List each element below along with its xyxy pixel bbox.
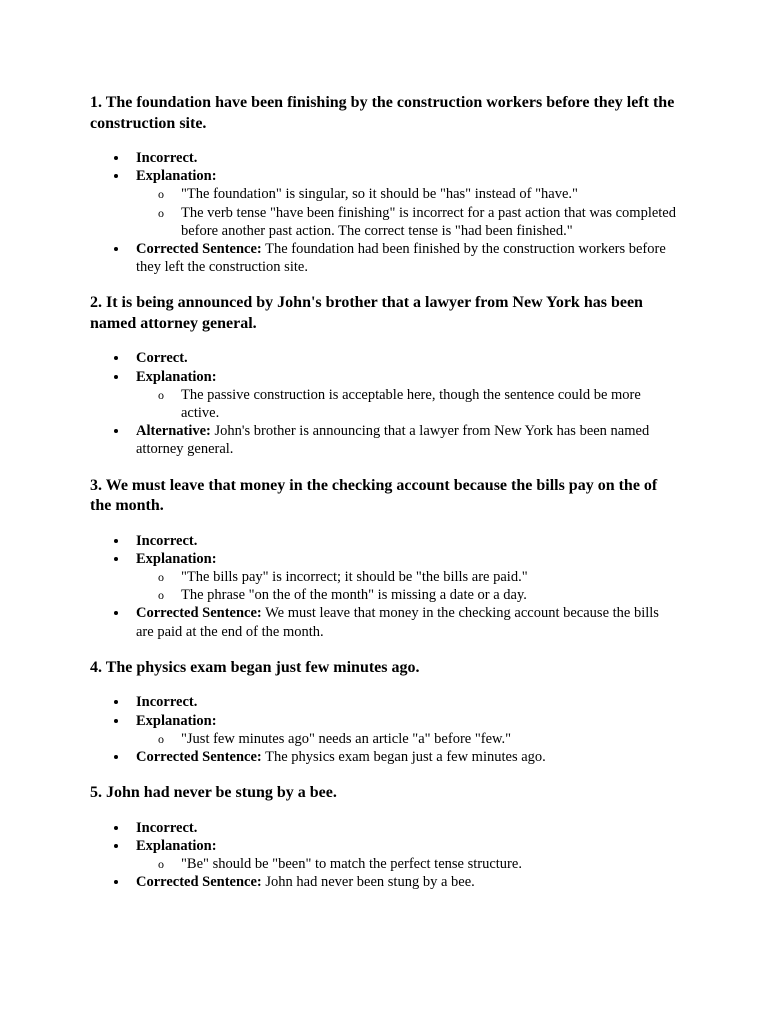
corrected-label: Corrected Sentence: — [136, 241, 262, 258]
explanation-list — [136, 855, 678, 873]
explanation-item — [90, 167, 678, 240]
explanation-item — [90, 550, 678, 605]
answer-list — [90, 349, 678, 458]
verdict: Correct. — [136, 350, 188, 367]
question-4 — [90, 658, 678, 766]
verdict-item — [90, 149, 678, 167]
corrected-item — [90, 604, 678, 640]
explanation-item — [90, 712, 678, 748]
verdict: Incorrect. — [136, 694, 198, 711]
corrected-item — [90, 748, 678, 766]
question-title: 4. The physics exam began just few minutes ago. — [90, 658, 420, 676]
corrected-label: Corrected Sentence: — [136, 874, 262, 891]
verdict-item — [90, 532, 678, 550]
explanation-list — [136, 185, 678, 240]
question-1 — [90, 93, 678, 276]
alternative-label: Alternative: — [136, 423, 211, 440]
verdict-item — [90, 349, 678, 367]
question-title: 3. We must leave that money in the checking account because the bills pay on the of the month. — [90, 476, 658, 515]
alternative-item — [90, 422, 678, 458]
question-2 — [90, 293, 678, 458]
explanation-label: Explanation: — [136, 837, 217, 854]
corrected-item — [90, 240, 678, 276]
question-title: 2. It is being announced by John's brother that a lawyer from New York has been named attorney general. — [90, 294, 643, 332]
explanation-label: Explanation: — [136, 712, 217, 729]
answer-list — [90, 532, 678, 641]
corrected-label: Corrected Sentence: — [136, 605, 262, 622]
explanation-point: o The verb tense "have been finishing" is incorrect for a past action that was completed before another past action. The correct tense is "had been finished." — [136, 204, 678, 240]
explanation-point: o "The bills pay" is incorrect; it should be "the bills are paid." — [136, 568, 678, 586]
corrected-item — [90, 873, 678, 891]
alternative-text: John's brother is announcing that a lawyer from New York has been named attorney general. — [136, 423, 650, 458]
question-title: 5. John had never be stung by a bee. — [90, 784, 337, 802]
explanation-point: o "Just few minutes ago" needs an article "a" before "few." — [136, 730, 678, 748]
explanation-point: o "Be" should be "been" to match the perfect tense structure. — [136, 855, 678, 873]
explanation-label: Explanation: — [136, 168, 217, 185]
answer-list — [90, 693, 678, 766]
verdict: Incorrect. — [136, 532, 198, 549]
explanation-point: o "The foundation" is singular, so it should be "has" instead of "have." — [136, 185, 678, 203]
explanation-item — [90, 368, 678, 423]
verdict: Incorrect. — [136, 819, 198, 836]
answer-list — [90, 819, 678, 892]
question-title: 1. The foundation have been finishing by the construction workers before they left the construction site. — [90, 94, 675, 132]
corrected-text: We must leave that money in the checking account because the bills are paid at the end of the month. — [136, 605, 659, 640]
explanation-list — [136, 386, 678, 422]
explanation-point: o The phrase "on the of the month" is missing a date or a day. — [136, 586, 678, 604]
verdict: Incorrect. — [136, 150, 198, 166]
verdict-item — [90, 693, 678, 711]
explanation-label: Explanation: — [136, 550, 217, 567]
explanation-list — [136, 730, 678, 748]
explanation-label: Explanation: — [136, 368, 217, 385]
question-5 — [90, 783, 678, 891]
explanation-point: o The passive construction is acceptable here, though the sentence could be more active. — [136, 386, 678, 422]
question-3 — [90, 476, 678, 641]
corrected-text: The foundation had been finished by the construction workers before they left the construction site. — [136, 241, 666, 276]
explanation-list — [136, 568, 678, 604]
corrected-label: Corrected Sentence: — [136, 748, 262, 765]
explanation-item — [90, 837, 678, 873]
answer-list — [90, 149, 678, 276]
corrected-text: John had never been stung by a bee. — [265, 874, 475, 891]
corrected-text: The physics exam began just a few minutes ago. — [265, 748, 546, 765]
verdict-item — [90, 819, 678, 837]
